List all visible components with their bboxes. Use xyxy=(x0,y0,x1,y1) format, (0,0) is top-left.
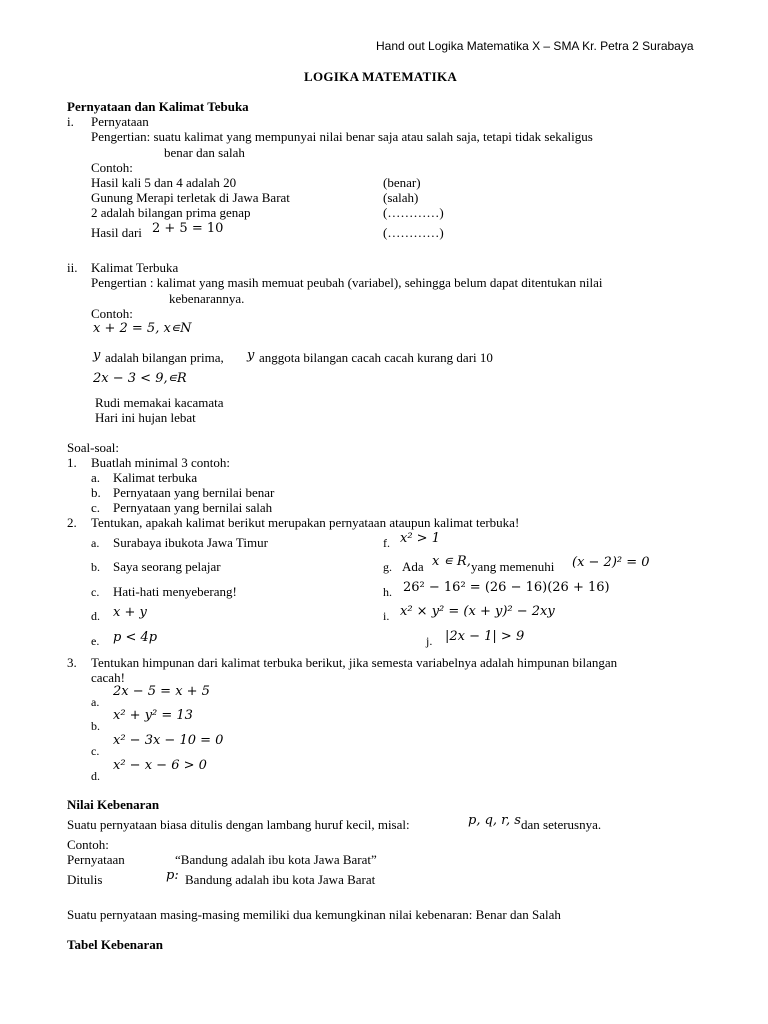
question-text: Buatlah minimal 3 contoh: xyxy=(91,455,231,470)
question-item-letter: j. xyxy=(426,634,433,648)
pernyataan-label: Pernyataan xyxy=(67,852,125,867)
exercises-heading: Soal-soal: xyxy=(67,440,119,455)
question-item-text: Pernyataan yang bernilai benar xyxy=(113,485,275,500)
question-item-math: |2x − 1| > 9 xyxy=(445,629,525,644)
example-truth-value: (benar) xyxy=(383,175,421,190)
question-item-text: Saya seorang pelajar xyxy=(113,559,221,574)
question-item-math: x² > 1 xyxy=(400,531,440,546)
question-item-math: p < 4p xyxy=(113,630,158,645)
question-item-math: 26² − 16² = (26 − 16)(26 + 16) xyxy=(403,580,610,595)
question-item-math: (x − 2)² = 0 xyxy=(572,555,650,570)
nilai-contoh: Contoh: xyxy=(67,837,109,852)
question-item-letter: e. xyxy=(91,634,100,648)
section-heading-nilai-kebenaran: Nilai Kebenaran xyxy=(67,797,160,812)
nilai-summary: Suatu pernyataan masing-masing memiliki dua kemungkinan nilai kebenaran: Benar dan Salah xyxy=(67,907,561,922)
open-sentence-example: Hari ini hujan lebat xyxy=(95,410,196,425)
question-text-cont: cacah! xyxy=(91,670,125,685)
example-truth-value: (…………) xyxy=(383,225,444,240)
question-item-letter: b. xyxy=(91,485,101,500)
part-i-marker: i. xyxy=(67,114,74,129)
variable-y: y xyxy=(247,348,255,363)
question-item-letter: g. xyxy=(383,560,392,574)
example-statement: Hasil kali 5 dan 4 adalah 20 xyxy=(91,175,237,190)
question-item-letter: c. xyxy=(91,744,100,758)
question-item-letter: a. xyxy=(91,536,100,550)
question-item-letter: b. xyxy=(91,719,100,733)
part-ii-marker: ii. xyxy=(67,260,78,275)
question-item-math: 2x − 5 = x + 5 xyxy=(113,684,210,699)
example-statement: Gunung Merapi terletak di Jawa Barat xyxy=(91,190,290,205)
question-item-letter: c. xyxy=(91,500,101,515)
question-item-letter: i. xyxy=(383,609,390,623)
nilai-text: dan seterusnya. xyxy=(521,817,602,832)
part-i-definition-cont: benar dan salah xyxy=(164,145,245,160)
ditulis-label: Ditulis xyxy=(67,872,103,887)
question-item-letter: d. xyxy=(91,609,100,623)
question-number: 3. xyxy=(67,655,77,670)
question-item-letter: b. xyxy=(91,560,100,574)
section-heading-tabel-kebenaran: Tabel Kebenaran xyxy=(67,937,163,952)
question-item-letter: d. xyxy=(91,769,100,783)
question-text: Tentukan, apakah kalimat berikut merupakan pernyataan ataupun kalimat terbuka! xyxy=(91,515,520,530)
question-item-letter: f. xyxy=(383,536,390,550)
question-number: 1. xyxy=(67,455,77,470)
ditulis-value: Bandung adalah ibu kota Jawa Barat xyxy=(185,872,376,887)
question-item-text: Pernyataan yang bernilai salah xyxy=(113,500,273,515)
example-statement: 2 adalah bilangan prima genap xyxy=(91,205,251,220)
question-text: Tentukan himpunan dari kalimat terbuka berikut, jika semesta variabelnya adalah himpunan bilangan xyxy=(91,655,618,670)
example-truth-value: (salah) xyxy=(383,190,419,205)
question-item-letter: a. xyxy=(91,470,101,485)
nilai-text: Suatu pernyataan biasa ditulis dengan lambang huruf kecil, misal: xyxy=(67,817,410,832)
example-statement: Hasil dari xyxy=(91,225,142,240)
question-item-letter: h. xyxy=(383,585,392,599)
open-sentence-example: x + 2 = 5, x∊N xyxy=(93,321,192,336)
question-item-text: Ada xyxy=(402,559,424,574)
question-number: 2. xyxy=(67,515,77,530)
ditulis-symbol: p: xyxy=(166,868,179,883)
part-ii-label: Kalimat Terbuka xyxy=(91,260,179,275)
question-item-math: x + y xyxy=(113,605,147,620)
part-i-contoh: Contoh: xyxy=(91,160,133,175)
question-item-letter: a. xyxy=(91,695,100,709)
open-sentence-example: Rudi memakai kacamata xyxy=(95,395,224,410)
open-sentence-example: 2x − 3 < 9,∊R xyxy=(93,371,187,386)
question-item-text: Kalimat terbuka xyxy=(113,470,198,485)
part-ii-contoh: Contoh: xyxy=(91,306,133,321)
page-title: LOGIKA MATEMATIKA xyxy=(304,69,458,84)
nilai-symbols: p, q, r, s xyxy=(468,813,521,828)
open-sentence-text: anggota bilangan cacah cacah kurang dari 10 xyxy=(259,350,493,365)
example-truth-value: (…………) xyxy=(383,205,444,220)
question-item-text: Hati-hati menyeberang! xyxy=(113,584,237,599)
question-item-math: x² − 3x − 10 = 0 xyxy=(113,733,224,748)
question-item-letter: c. xyxy=(91,585,100,599)
open-sentence-text: adalah bilangan prima, xyxy=(105,350,224,365)
variable-y: y xyxy=(93,348,101,363)
part-ii-definition-cont: kebenarannya. xyxy=(169,291,245,306)
question-item-math: x² − x − 6 > 0 xyxy=(113,758,207,773)
pernyataan-value: “Bandung adalah ibu kota Jawa Barat” xyxy=(175,852,377,867)
question-item-text: Surabaya ibukota Jawa Timur xyxy=(113,535,268,550)
part-i-label: Pernyataan xyxy=(91,114,149,129)
question-item-math: x² + y² = 13 xyxy=(113,708,193,723)
question-item-math: x² × y² = (x + y)² − 2xy xyxy=(400,604,555,619)
part-i-definition: Pengertian: suatu kalimat yang mempunyai nilai benar saja atau salah saja, tetapi tidak sekaligus xyxy=(91,129,593,144)
section-heading-pernyataan: Pernyataan dan Kalimat Tebuka xyxy=(67,99,249,114)
question-item-math: x ∊ R, xyxy=(432,554,471,569)
example-math-expression: 2 + 5 = 10 xyxy=(152,221,224,236)
question-item-text: yang memenuhi xyxy=(471,559,555,574)
part-ii-definition: Pengertian : kalimat yang masih memuat peubah (variabel), sehingga belum dapat ditentukan nilai xyxy=(91,275,603,290)
document-header: Hand out Logika Matematika X – SMA Kr. Petra 2 Surabaya xyxy=(376,39,694,53)
